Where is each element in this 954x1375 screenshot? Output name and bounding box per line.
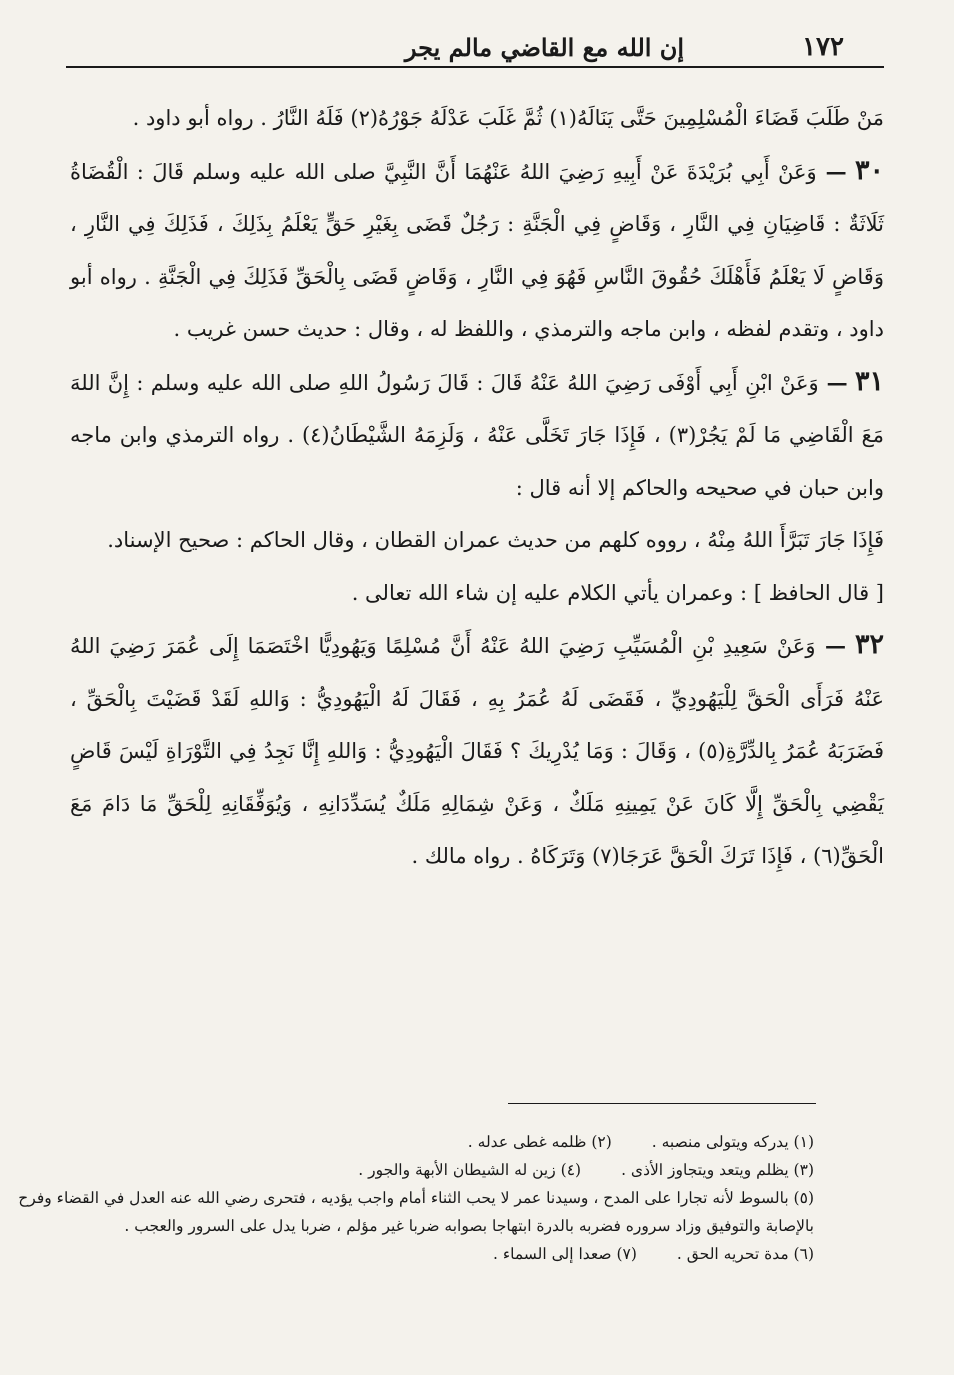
hadith-number: ٣١ [854, 365, 884, 397]
footnote-7: (٧) صعدا إلى السماء . [492, 1245, 637, 1263]
paragraph-continuation [70, 92, 884, 145]
paragraph-hafiz-note [70, 567, 884, 620]
footnote-row [70, 1156, 814, 1184]
paragraph-text: وَعَنْ ابْنِ أَبِي أَوْفَى رَضِيَ اللهُ عَنْهُ قَالَ : قَالَ رَسُولُ اللهِ صلى الله عليه وسلم : إِنَّ اللهَ مَعَ الْقَاضِي مَا لَمْ يَجُرْ(٣) ، فَإِذَا جَارَ تَخَلَّى عَنْهُ ، وَلَزِمَهُ الشَّيْطَانُ(٤) . رواه الترمذي وابن ماجه وابن حبان في صحيحه والحاكم إلا أنه قال : [70, 370, 884, 500]
hadith-31: ٣١ — وَعَنْ ابْنِ أَبِي أَوْفَى رَضِيَ اللهُ عَنْهُ قَالَ : قَالَ رَسُولُ اللهِ صلى الله عليه وسلم : إِنَّ اللهَ مَعَ الْقَاضِي مَا لَمْ يَجُرْ(٣) ، فَإِذَا جَارَ تَخَلَّى عَنْهُ ، وَلَزِمَهُ الشَّيْطَانُ(٤) . رواه الترمذي وابن ماجه وابن حبان في صحيحه والحاكم إلا أنه قال : [70, 365, 884, 500]
footnote-4: (٤) زين له الشيطان الأبهة والجور . [358, 1161, 582, 1179]
main-text [70, 92, 884, 883]
footnote-2: (٢) ظلمه غطى عدله . [467, 1133, 612, 1151]
paragraph-text: فَإِذَا جَارَ تَبَرَّأَ اللهُ مِنْهُ ، رووه كلهم من حديث عمران القطان ، وقال الحاكم : صحيح الإسناد. [107, 528, 884, 552]
footnote-5: (٥) بالسوط لأنه تجارا على المدح ، وسيدنا عمر لا يحب الثناء أمام واجب يؤديه ، فتحرى رضي الله عنه العدل في القضاء وفرح بالإصابة والتوفيق وزاد سروره فضربه بالدرة ابتهاجا بصوابه ضربا غير مؤلم ، ضربا يدل على السرور والعجب . [18, 1189, 814, 1235]
footnote-row [70, 1128, 814, 1156]
footnote-1: (١) يدركه ويتولى منصبه . [651, 1133, 814, 1151]
hadith-30: ٣٠ — وَعَنْ أَبِي بُرَيْدَةَ عَنْ أَبِيهِ رَضِيَ اللهُ عَنْهُمَا أَنَّ النَّبِيَّ صلى الله عليه وسلم قَالَ : الْقُضَاةُ ثَلَاثَةٌ : قَاضِيَانِ فِي النَّارِ ، وَقَاضٍ فِي الْجَنَّةِ : رَجُلٌ قَضَى بِغَيْرِ حَقٍّ يَعْلَمُ بِذَلِكَ ، فَذَلِكَ فِي النَّارِ ، وَقَاضٍ لَا يَعْلَمُ فَأَهْلَكَ حُقُوقَ النَّاسِ فَهُوَ فِي النَّارِ ، وَقَاضٍ قَضَى بِالْحَقِّ فَذَلِكَ فِي الْجَنَّةِ . رواه أبو داود ، وتقدم لفظه ، وابن ماجه والترمذي ، واللفظ له ، وقال : حديث حسن غريب . [70, 154, 885, 341]
paragraph-text: وَعَنْ أَبِي بُرَيْدَةَ عَنْ أَبِيهِ رَضِيَ اللهُ عَنْهُمَا أَنَّ النَّبِيَّ صلى الله عليه وسلم قَالَ : الْقُضَاةُ ثَلَاثَةٌ : قَاضِيَانِ فِي النَّارِ ، وَقَاضٍ فِي الْجَنَّةِ : رَجُلٌ قَضَى بِغَيْرِ حَقٍّ يَعْلَمُ بِذَلِكَ ، فَذَلِكَ فِي النَّارِ ، وَقَاضٍ لَا يَعْلَمُ فَأَهْلَكَ حُقُوقَ النَّاسِ فَهُوَ فِي النَّارِ ، وَقَاضٍ قَضَى بِالْحَقِّ فَذَلِكَ فِي الْجَنَّةِ . رواه أبو داود ، وتقدم لفظه ، وابن ماجه والترمذي ، واللفظ له ، وقال : حديث حسن غريب . [70, 159, 884, 341]
paragraph-variant [70, 514, 884, 567]
page-header [66, 22, 884, 68]
footnote-3: (٣) يظلم ويتعد ويتجاوز الأذى . [621, 1161, 814, 1179]
hadith-number: ٣٠ [855, 154, 885, 186]
paragraph-text: مَنْ طَلَبَ قَضَاءَ الْمُسْلِمِينَ حَتَّى يَنَالَهُ(١) ثُمَّ غَلَبَ عَدْلَهُ جَوْرُهُ(٢) فَلَهُ النَّارُ . رواه أبو داود . [132, 106, 884, 130]
page-number: ١٧٢ [802, 32, 844, 62]
footnote-divider [508, 1103, 816, 1104]
footnote-6: (٦) مدة تحريه الحق . [676, 1245, 814, 1263]
paragraph-text: [ قال الحافظ ] : وعمران يأتي الكلام عليه إن شاء الله تعالى . [351, 580, 884, 605]
hadith-32: ٣٢ — وَعَنْ سَعِيدِ بْنِ الْمُسَيِّبِ رَضِيَ اللهُ عَنْهُ أَنَّ مُسْلِمًا وَيَهُودِيًّا اخْتَصَمَا إِلَى عُمَرَ رَضِيَ اللهُ عَنْهُ فَرَأَى الْحَقَّ لِلْيَهُودِيِّ ، فَقَضَى لَهُ عُمَرُ بِهِ ، فَقَالَ لَهُ الْيَهُودِيُّ : وَاللهِ لَقَدْ قَضَيْتَ بِالْحَقِّ ، فَضَرَبَهُ عُمَرُ بِالدِّرَّةِ(٥) ، وَقَالَ : وَمَا يُدْرِيكَ ؟ فَقَالَ الْيَهُودِيُّ : وَاللهِ إِنَّا نَجِدُ فِي التَّوْرَاةِ لَيْسَ قَاضٍ يَقْضِي بِالْحَقِّ إِلَّا كَانَ عَنْ يَمِينِهِ مَلَكٌ ، وَعَنْ شِمَالِهِ مَلَكٌ يُسَدِّدَانِهِ ، وَيُوَفِّقَانِهِ لِلْحَقِّ مَا دَامَ مَعَ الْحَقِّ(٦) ، فَإِذَا تَرَكَ الْحَقَّ عَرَجَا(٧) وَتَرَكَاهُ . رواه مالك . [70, 629, 884, 868]
footnotes [18, 1128, 814, 1268]
hadith-number: ٣٢ [854, 629, 884, 660]
footnote-row [70, 1240, 814, 1268]
paragraph-text: وَعَنْ سَعِيدِ بْنِ الْمُسَيِّبِ رَضِيَ اللهُ عَنْهُ أَنَّ مُسْلِمًا وَيَهُودِيًّا اخْتَصَمَا إِلَى عُمَرَ رَضِيَ اللهُ عَنْهُ فَرَأَى الْحَقَّ لِلْيَهُودِيِّ ، فَقَضَى لَهُ عُمَرُ بِهِ ، فَقَالَ لَهُ الْيَهُودِيُّ : وَاللهِ لَقَدْ قَضَيْتَ بِالْحَقِّ ، فَضَرَبَهُ عُمَرُ بِالدِّرَّةِ(٥) ، وَقَالَ : وَمَا يُدْرِيكَ ؟ فَقَالَ الْيَهُودِيُّ : وَاللهِ إِنَّا نَجِدُ فِي التَّوْرَاةِ لَيْسَ قَاضٍ يَقْضِي بِالْحَقِّ إِلَّا كَانَ عَنْ يَمِينِهِ مَلَكٌ ، وَعَنْ شِمَالِهِ مَلَكٌ يُسَدِّدَانِهِ ، وَيُوَفِّقَانِهِ لِلْحَقِّ مَا دَامَ مَعَ الْحَقِّ(٦) ، فَإِذَا تَرَكَ الْحَقَّ عَرَجَا(٧) وَتَرَكَاهُ . رواه مالك . [70, 634, 884, 868]
running-title: إن الله مع القاضي مالم يجر [404, 33, 685, 62]
